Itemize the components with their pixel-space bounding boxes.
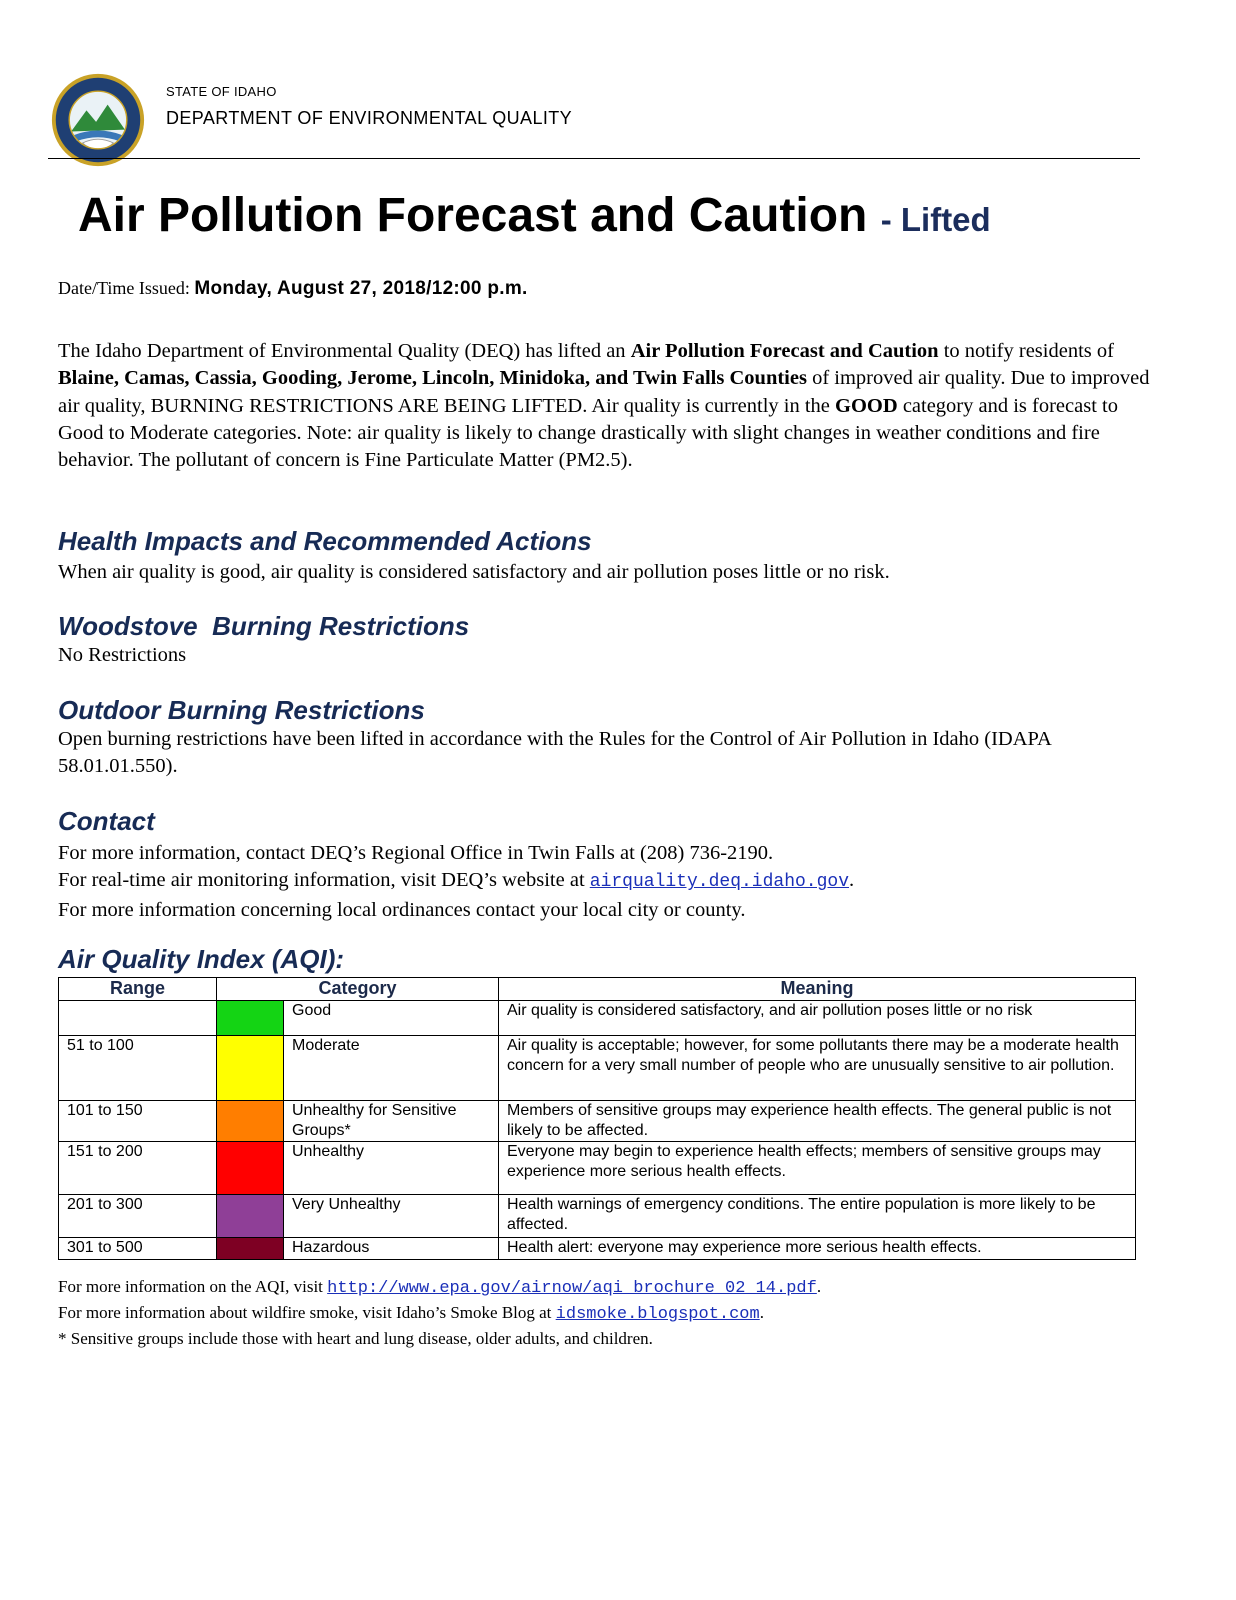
aqi-range-cell: 201 to 300: [59, 1195, 217, 1238]
aqi-color-swatch: [217, 1195, 284, 1238]
aqi-row: [59, 1142, 1136, 1195]
aqi-range-cell: 301 to 500: [59, 1238, 217, 1260]
agency-department: DEPARTMENT OF ENVIRONMENTAL QUALITY: [166, 108, 573, 128]
aqi-body: [59, 1001, 1136, 1260]
footer-smoke-suffix: .: [759, 1303, 764, 1322]
intro-text-2: to notify residents of: [938, 340, 1114, 362]
health-heading: Health Impacts and Recommended Actions: [58, 526, 592, 556]
intro-paragraph: [58, 338, 1158, 474]
health-text: When air quality is good, air quality is considered satisfactory and air pollution poses little or no risk.: [58, 561, 890, 583]
aqi-range-cell: [59, 1001, 217, 1036]
title-suffix: - Lifted: [880, 201, 991, 238]
aqi-category-cell: Good: [284, 1001, 499, 1036]
aqi-meaning-cell: Health warnings of emergency conditions. The entire population is more likely to be affected.: [499, 1195, 1136, 1238]
contact-heading: Contact: [58, 806, 155, 836]
contact-line-website: [58, 867, 1158, 896]
contact-website-suffix: .: [849, 869, 855, 892]
footer-sensitive-note: * Sensitive groups include those with heart and lung disease, older adults, and children.: [58, 1329, 653, 1348]
aqi-heading: Air Quality Index (AQI):: [58, 944, 345, 974]
aqi-color-swatch: [217, 1142, 284, 1195]
aqi-header-row: [59, 978, 1136, 1001]
contact-website-prefix: For real-time air monitoring information, visit DEQ’s website at: [58, 869, 590, 892]
header-divider: [48, 158, 1140, 159]
aqi-col-range: Range: [59, 978, 217, 1001]
aqi-color-swatch: [217, 1001, 284, 1036]
page-title: [78, 188, 991, 243]
contact-line-office: For more information, contact DEQ’s Regional Office in Twin Falls at (208) 736-2190.: [58, 842, 774, 864]
aqi-range-cell: 51 to 100: [59, 1036, 217, 1101]
intro-text-1: The Idaho Department of Environmental Quality (DEQ) has lifted an: [58, 340, 631, 362]
aqi-color-swatch: [217, 1101, 284, 1142]
issued-value: Monday, August 27, 2018/12:00 p.m.: [194, 278, 528, 299]
outdoor-heading: Outdoor Burning Restrictions: [58, 695, 425, 725]
agency-state: STATE OF IDAHO: [166, 84, 277, 99]
aqi-category-cell: Moderate: [284, 1036, 499, 1101]
aqi-row: [59, 1001, 1136, 1036]
aqi-row: [59, 1238, 1136, 1260]
aqi-row: [59, 1195, 1136, 1238]
intro-text-4: category and is forecast to Good to Moderate categories. Note: air quality is likely to change drastically with slight changes in weather conditions and fire behavior. The pollutant of concern is Fine Particulate Matter (PM2.5).: [58, 394, 1118, 472]
intro-text-3: of improved air quality. Due to improved air quality, BURNING RESTRICTIONS ARE BEING LIFTED. Air quality is currently in the: [58, 367, 1150, 417]
aqi-col-category: Category: [217, 978, 499, 1001]
aqi-row: [59, 1101, 1136, 1142]
aqi-brochure-link[interactable]: http://www.epa.gov/airnow/aqi_brochure_02_14.pdf: [327, 1279, 817, 1298]
intro-bold-good: GOOD: [835, 394, 898, 417]
aqi-category-cell: Unhealthy: [284, 1142, 499, 1195]
aqi-row: [59, 1036, 1136, 1101]
aqi-meaning-cell: Everyone may begin to experience health effects; members of sensitive groups may experience more serious health effects.: [499, 1142, 1136, 1195]
aqi-color-swatch: [217, 1238, 284, 1260]
issued-label: Date/Time Issued:: [58, 278, 190, 298]
footer-aqi-suffix: .: [816, 1277, 822, 1296]
intro-bold-1: Air Pollution Forecast and Caution: [630, 340, 939, 362]
footer-smoke-prefix: For more information about wildfire smoke, visit Idaho’s Smoke Blog at: [58, 1303, 556, 1322]
contact-line-ordinances: For more information concerning local ordinances contact your local city or county.: [58, 898, 746, 921]
smoke-blog-link[interactable]: idsmoke.blogspot.com: [555, 1305, 760, 1324]
title-main: Air Pollution Forecast and Caution: [78, 189, 868, 242]
woodstove-heading: Woodstove Burning Restrictions: [58, 611, 470, 641]
footer-notes: [58, 1275, 821, 1351]
aqi-category-cell: Unhealthy for Sensitive Groups*: [284, 1101, 499, 1142]
idaho-deq-seal-icon: [50, 72, 146, 168]
footer-aqi-prefix: For more information on the AQI, visit: [58, 1277, 328, 1296]
aqi-col-meaning: Meaning: [499, 978, 1136, 1001]
aqi-table: [58, 977, 1136, 1260]
woodstove-text: No Restrictions: [58, 644, 187, 666]
outdoor-text: Open burning restrictions have been lifted in accordance with the Rules for the Control of Air Pollution in Idaho (IDAPA 58.01.01.550).: [58, 728, 1051, 778]
contact-text: [58, 840, 1158, 924]
aqi-color-swatch: [217, 1036, 284, 1101]
aqi-meaning-cell: Air quality is considered satisfactory, and air pollution poses little or no risk: [499, 1001, 1136, 1036]
airquality-link[interactable]: airquality.deq.idaho.gov: [589, 872, 850, 893]
aqi-category-cell: Hazardous: [284, 1238, 499, 1260]
aqi-category-cell: Very Unhealthy: [284, 1195, 499, 1238]
aqi-range-cell: 151 to 200: [59, 1142, 217, 1195]
aqi-meaning-cell: Members of sensitive groups may experience health effects. The general public is not likely to be affected.: [499, 1101, 1136, 1142]
aqi-meaning-cell: Health alert: everyone may experience more serious health effects.: [499, 1238, 1136, 1260]
intro-bold-counties: Blaine, Camas, Cassia, Gooding, Jerome, Lincoln, Minidoka, and Twin Falls Counties: [58, 367, 807, 390]
footer-aqi-line: [58, 1275, 821, 1301]
footer-smoke-line: [58, 1301, 821, 1327]
aqi-range-cell: 101 to 150: [59, 1101, 217, 1142]
issued-line: [58, 278, 528, 300]
aqi-meaning-cell: Air quality is acceptable; however, for some pollutants there may be a moderate health concern for a very small number of people who are unusually sensitive to air pollution.: [499, 1036, 1136, 1101]
